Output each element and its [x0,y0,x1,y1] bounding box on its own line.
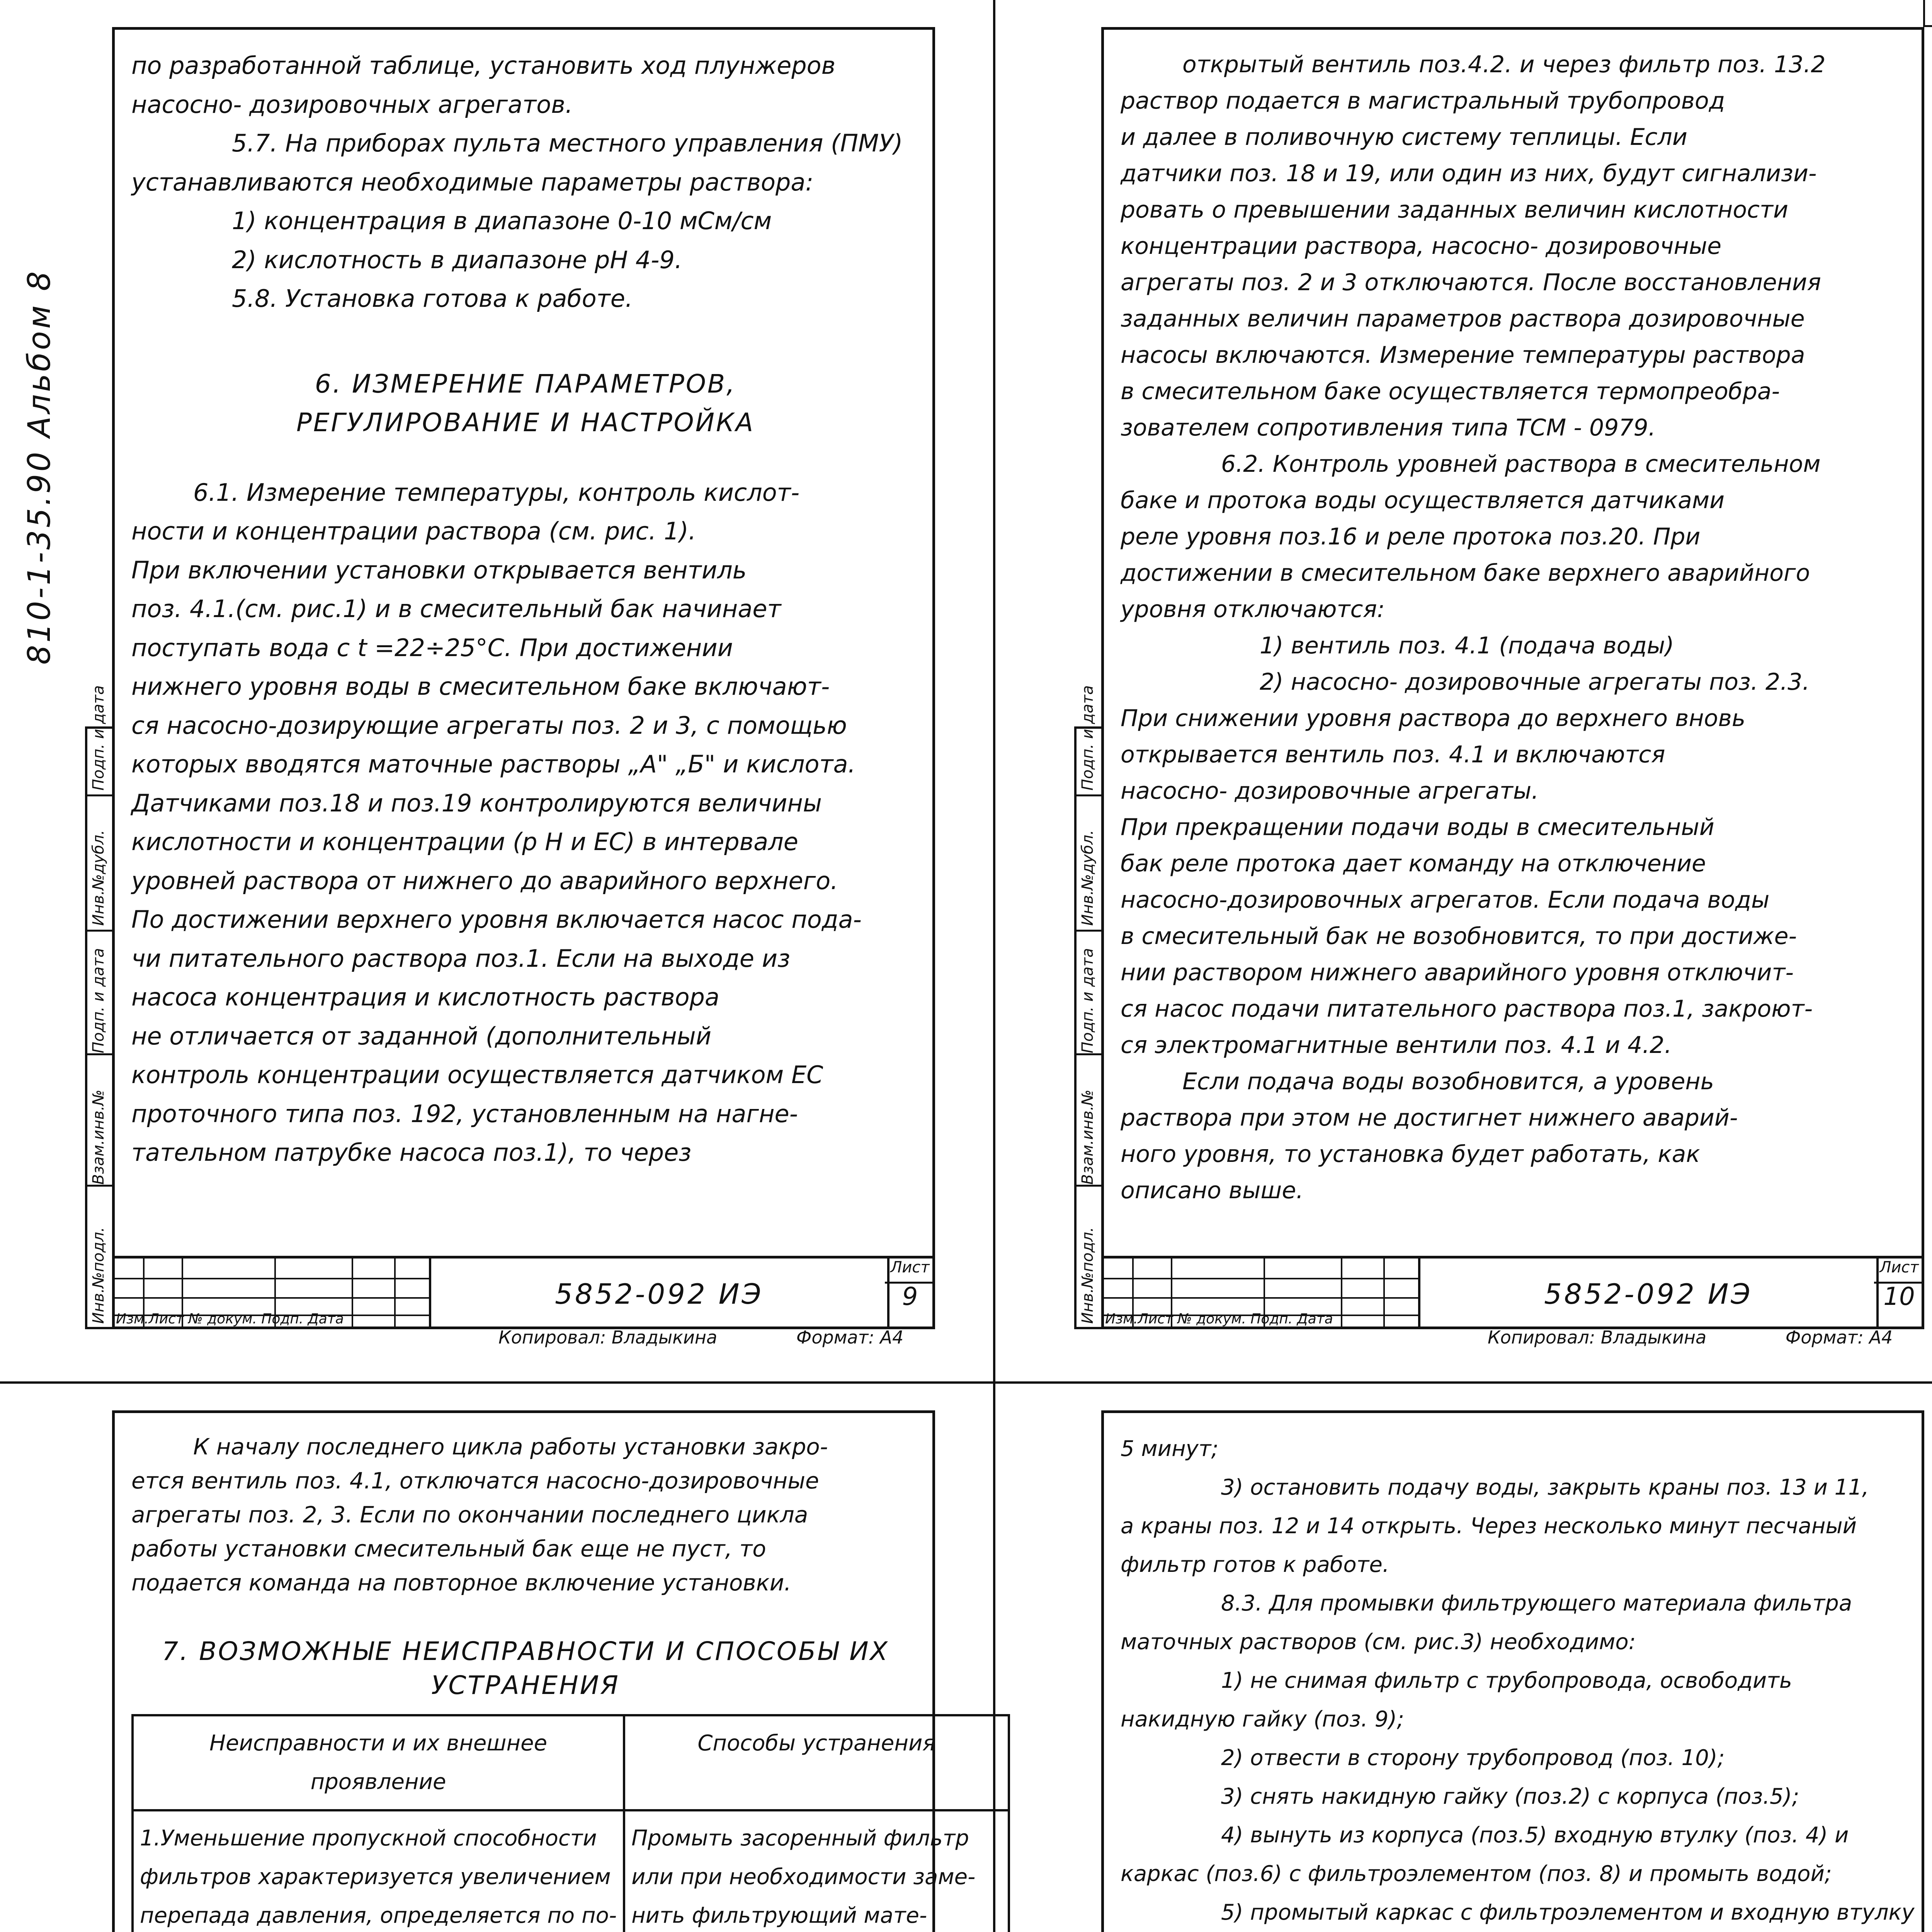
copied-by: Копировал: Владыкина [1488,1327,1707,1348]
side-label: Подп. и дата [90,685,107,791]
text-line: ся насос подачи питательного раствора поз.1, закроют- [1121,995,1813,1022]
text-line: 5 минут; [1121,1436,1219,1461]
document-number: 5852-092 ИЭ [1418,1259,1879,1329]
text-line: концентрации раствора, насосно- дозировочные [1121,233,1721,260]
text-line: насоса концентрация и кислотность раствора [131,983,719,1011]
text-line: Если подача воды возобновится, а уровень [1182,1068,1714,1095]
text-line: контроль концентрации осуществляется датчиком ЕС [131,1061,823,1089]
section-heading: УСТРАНЕНИЯ [431,1670,620,1700]
text-line: уровня отключаются: [1121,596,1385,623]
text-line: 3) остановить подачу воды, закрыть краны поз. 13 и 11, [1221,1475,1869,1500]
table-row [133,1810,1009,1932]
text-line: При включении установки открывается вентиль [131,556,747,584]
sheet-11 [15,1399,976,1932]
text-line: а краны поз. 12 и 14 открыть. Через несколько минут песчаный [1121,1514,1857,1539]
sheet-divider-vertical [993,0,995,1932]
revision-grid [1101,1259,1418,1329]
side-strip [85,685,112,1329]
text-line: поз. 4.1.(см. рис.1) и в смесительный бак начинает [131,595,781,623]
sheet-text [1121,46,1909,1209]
text-line: раствор подается в магистральный трубопровод [1121,87,1725,114]
remedies-cell [624,1810,1009,1932]
title-block [1101,1256,1924,1348]
text-line: работы установки смесительный бак еще не пуст, то [131,1536,766,1562]
table-header-faults: Неисправности и их внешнее проявление [133,1715,624,1810]
text-line: 1) не снимая фильтр с трубопровода, освободить [1221,1668,1792,1693]
paper-format: Формат: А4 [796,1327,904,1348]
text-line: 1) концентрация в диапазоне 0-10 мСм/см [232,207,772,235]
text-line: 8.3. Для промывки фильтрующего материала фильтра [1221,1591,1852,1616]
text-line: накидную гайку (поз. 9); [1121,1707,1404,1732]
text-line: зователем сопротивления типа ТСМ - 0979. [1121,414,1656,441]
text-line: описано выше. [1121,1177,1304,1204]
side-divider [87,1185,112,1187]
text-line: бак реле протока дает команду на отключение [1121,850,1706,877]
table-line: нить фильтрующий мате- [631,1903,927,1928]
faults-cell [133,1810,624,1932]
text-line: тательном патрубке насоса поз.1), то через [131,1138,692,1167]
text-line: 3) снять накидную гайку (поз.2) с корпуса (поз.5); [1221,1784,1799,1809]
table-line: фильтров характеризуется увеличением [140,1864,611,1889]
text-line: ется вентиль поз. 4.1, отключатся насосно-дозировочные [131,1468,819,1494]
side-strip [1074,685,1101,1329]
text-line: 5) промытый каркас с фильтроэлементом и входную втулку [1221,1900,1915,1925]
text-line: подается команда на повторное включение установки. [131,1570,791,1596]
text-line: заданных величин параметров раствора дозировочные [1121,305,1805,332]
text-line: 2) кислотность в диапазоне рН 4-9. [232,245,682,274]
text-line: По достижении верхнего уровня включается насос пода- [131,905,862,934]
sheet-text [1121,1430,1915,1932]
paper-format: Формат: А4 [1785,1327,1893,1348]
text-line: фильтр готов к работе. [1121,1552,1389,1577]
text-line: агрегаты поз. 2, 3. Если по окончании последнего цикла [131,1502,808,1528]
side-label: Инв.№дубл. [1079,830,1097,926]
sheet-9 [15,15,943,1348]
text-line: каркас (поз.6) с фильтроэлементом (поз. 8) и промыть водой; [1121,1861,1832,1886]
text-line: насосно- дозировочных агрегатов. [131,90,573,119]
stamp-footer [1488,1327,1893,1348]
table-line: Промыть засоренный фильтр [631,1826,969,1851]
text-line: ности и концентрации раствора (см. рис. 1). [131,517,696,545]
sheet-10 [1005,15,1932,1348]
text-line: Датчиками поз.18 и поз.19 контролируются величины [131,789,822,817]
side-label [1079,1594,1097,1932]
text-line: реле уровня поз.16 и реле протока поз.20. При [1121,523,1701,550]
side-label: Инв.№подл. [90,1227,107,1324]
text-line: насосно- дозировочные агрегаты. [1121,777,1539,804]
text-line: При снижении уровня раствора до верхнего вновь [1121,705,1746,732]
text-line: 1) вентиль поз. 4.1 (подача воды) [1260,632,1674,659]
text-line: агрегаты поз. 2 и 3 отключаются. После восстановления [1121,269,1821,296]
sheet-number-box [885,1259,935,1329]
text-line: кислотности и концентрации (р Н и ЕС) в интервале [131,828,798,856]
text-line: маточных растворов (см. рис.3) необходимо: [1121,1629,1636,1655]
text-line: нии раствором нижнего аварийного уровня отключит- [1121,959,1794,986]
text-line: уровней раствора от нижнего до аварийного верхнего. [131,866,838,895]
text-line: ся насосно-дозирующие агрегаты поз. 2 и 3, с помощью [131,711,847,740]
table-header-remedies: Способы устранения [624,1715,1009,1810]
text-line: датчики поз. 18 и 19, или один из них, будут сигнализи- [1121,160,1817,187]
text-line: ся электромагнитные вентили поз. 4.1 и 4.2. [1121,1032,1672,1059]
table-line: перепада давления, определяется по по- [140,1903,617,1928]
table-header-row [133,1715,1009,1810]
text-line: ного уровня, то установка будет работать, как [1121,1141,1700,1168]
text-line: чи питательного раствора поз.1. Если на выходе из [131,944,790,973]
text-line: 5.7. На приборах пульта местного управления (ПМУ) [232,129,903,157]
revision-grid-labels: Изм.Лист № докум. Подп. Дата [1105,1311,1333,1327]
album-label: 810-1-35.90 Альбом 8 [21,269,57,665]
text-line: насосы включаются. Измерение температуры раствора [1121,342,1805,369]
text-line: раствора при этом не достигнет нижнего аварий- [1121,1104,1738,1131]
text-line: открытый вентиль поз.4.2. и через фильтр поз. 13.2 [1182,51,1826,78]
side-label: Взам.инв.№ [1079,1089,1097,1185]
side-label: Инв.№подл. [1079,1227,1097,1324]
sheet-number-box [1874,1259,1924,1329]
text-line: 4) вынуть из корпуса (поз.5) входную втулку (поз. 4) и [1221,1823,1849,1848]
text-line: баке и протока воды осуществляется датчиками [1121,487,1725,514]
side-label: Подп. и дата [1079,685,1097,791]
text-line: 2) отвести в сторону трубопровод (поз. 10); [1221,1745,1725,1770]
text-line: насосно-дозировочных агрегатов. Если подача воды [1121,886,1770,913]
text-line: ровать о превышении заданных величин кислотности [1121,196,1788,223]
text-line: проточного типа поз. 192, установленным на нагне- [131,1099,798,1128]
sheet-text [131,46,920,1172]
text-line: открывается вентиль поз. 4.1 и включаются [1121,741,1665,768]
sheet-label: Лист [885,1259,935,1284]
stamp-footer [498,1327,903,1348]
text-line: устанавливаются необходимые параметры раствора: [131,168,814,196]
title-block [112,1256,935,1348]
faults-table [131,1714,1010,1932]
revision-grid [112,1259,429,1329]
document-number: 5852-092 ИЭ [429,1259,889,1329]
side-label [90,1594,107,1932]
section-heading: 7. ВОЗМОЖНЫЕ НЕИСПРАВНОСТИ И СПОСОБЫ ИХ [162,1636,889,1666]
sheet-text [131,1430,976,1932]
side-divider [87,1053,112,1055]
text-line: по разработанной таблице, установить ход плунжеров [131,51,836,80]
text-line: и далее в поливочную систему теплицы. Если [1121,124,1687,151]
table-line: 1.Уменьшение пропускной способности [140,1826,597,1851]
sheet-12 [1005,1399,1932,1932]
copied-by: Копировал: Владыкина [498,1327,718,1348]
text-line: в смесительный бак не возобновится, то при достиже- [1121,923,1797,950]
sheet-divider-horizontal [0,1381,1932,1384]
text-line: поступать вода с t =22÷25°С. При достижении [131,633,733,662]
revision-grid-labels: Изм.Лист № докум. Подп. Дата [116,1311,344,1327]
text-line: При прекращении подачи воды в смесительный [1121,814,1714,841]
text-line: нижнего уровня воды в смесительном баке включают- [131,672,830,701]
side-label: Подп. и дата [1079,948,1097,1053]
side-label: Подп. и дата [90,948,107,1053]
section-heading: РЕГУЛИРОВАНИЕ И НАСТРОЙКА [296,408,755,437]
side-label: Инв.№дубл. [90,830,107,926]
text-line: К началу последнего цикла работы установки закро- [193,1434,828,1460]
text-line: 5.8. Установка готова к работе. [232,284,633,313]
sheet-number: 9 [902,1282,918,1311]
text-line: 6.2. Контроль уровней раствора в смесительном [1221,451,1821,478]
sheet-number: 10 [1883,1282,1915,1311]
text-line: 6.1. Измерение температуры, контроль кислот- [193,478,800,507]
section-heading: 6. ИЗМЕРЕНИЕ ПАРАМЕТРОВ, [315,369,736,399]
text-line: достижении в смесительном баке верхнего аварийного [1121,560,1810,587]
text-line: в смесительном баке осуществляется термопреобра- [1121,378,1780,405]
table-line: или при необходимости заме- [631,1864,976,1889]
side-label: Взам.инв.№ [90,1089,107,1185]
text-line: не отличается от заданной (дополнительный [131,1022,712,1050]
text-line: которых вводятся маточные растворы „А" „Б" и кислота. [131,750,856,778]
text-line: 2) насосно- дозировочные агрегаты поз. 2.3. [1260,668,1810,696]
sheet-label: Лист [1874,1259,1924,1284]
